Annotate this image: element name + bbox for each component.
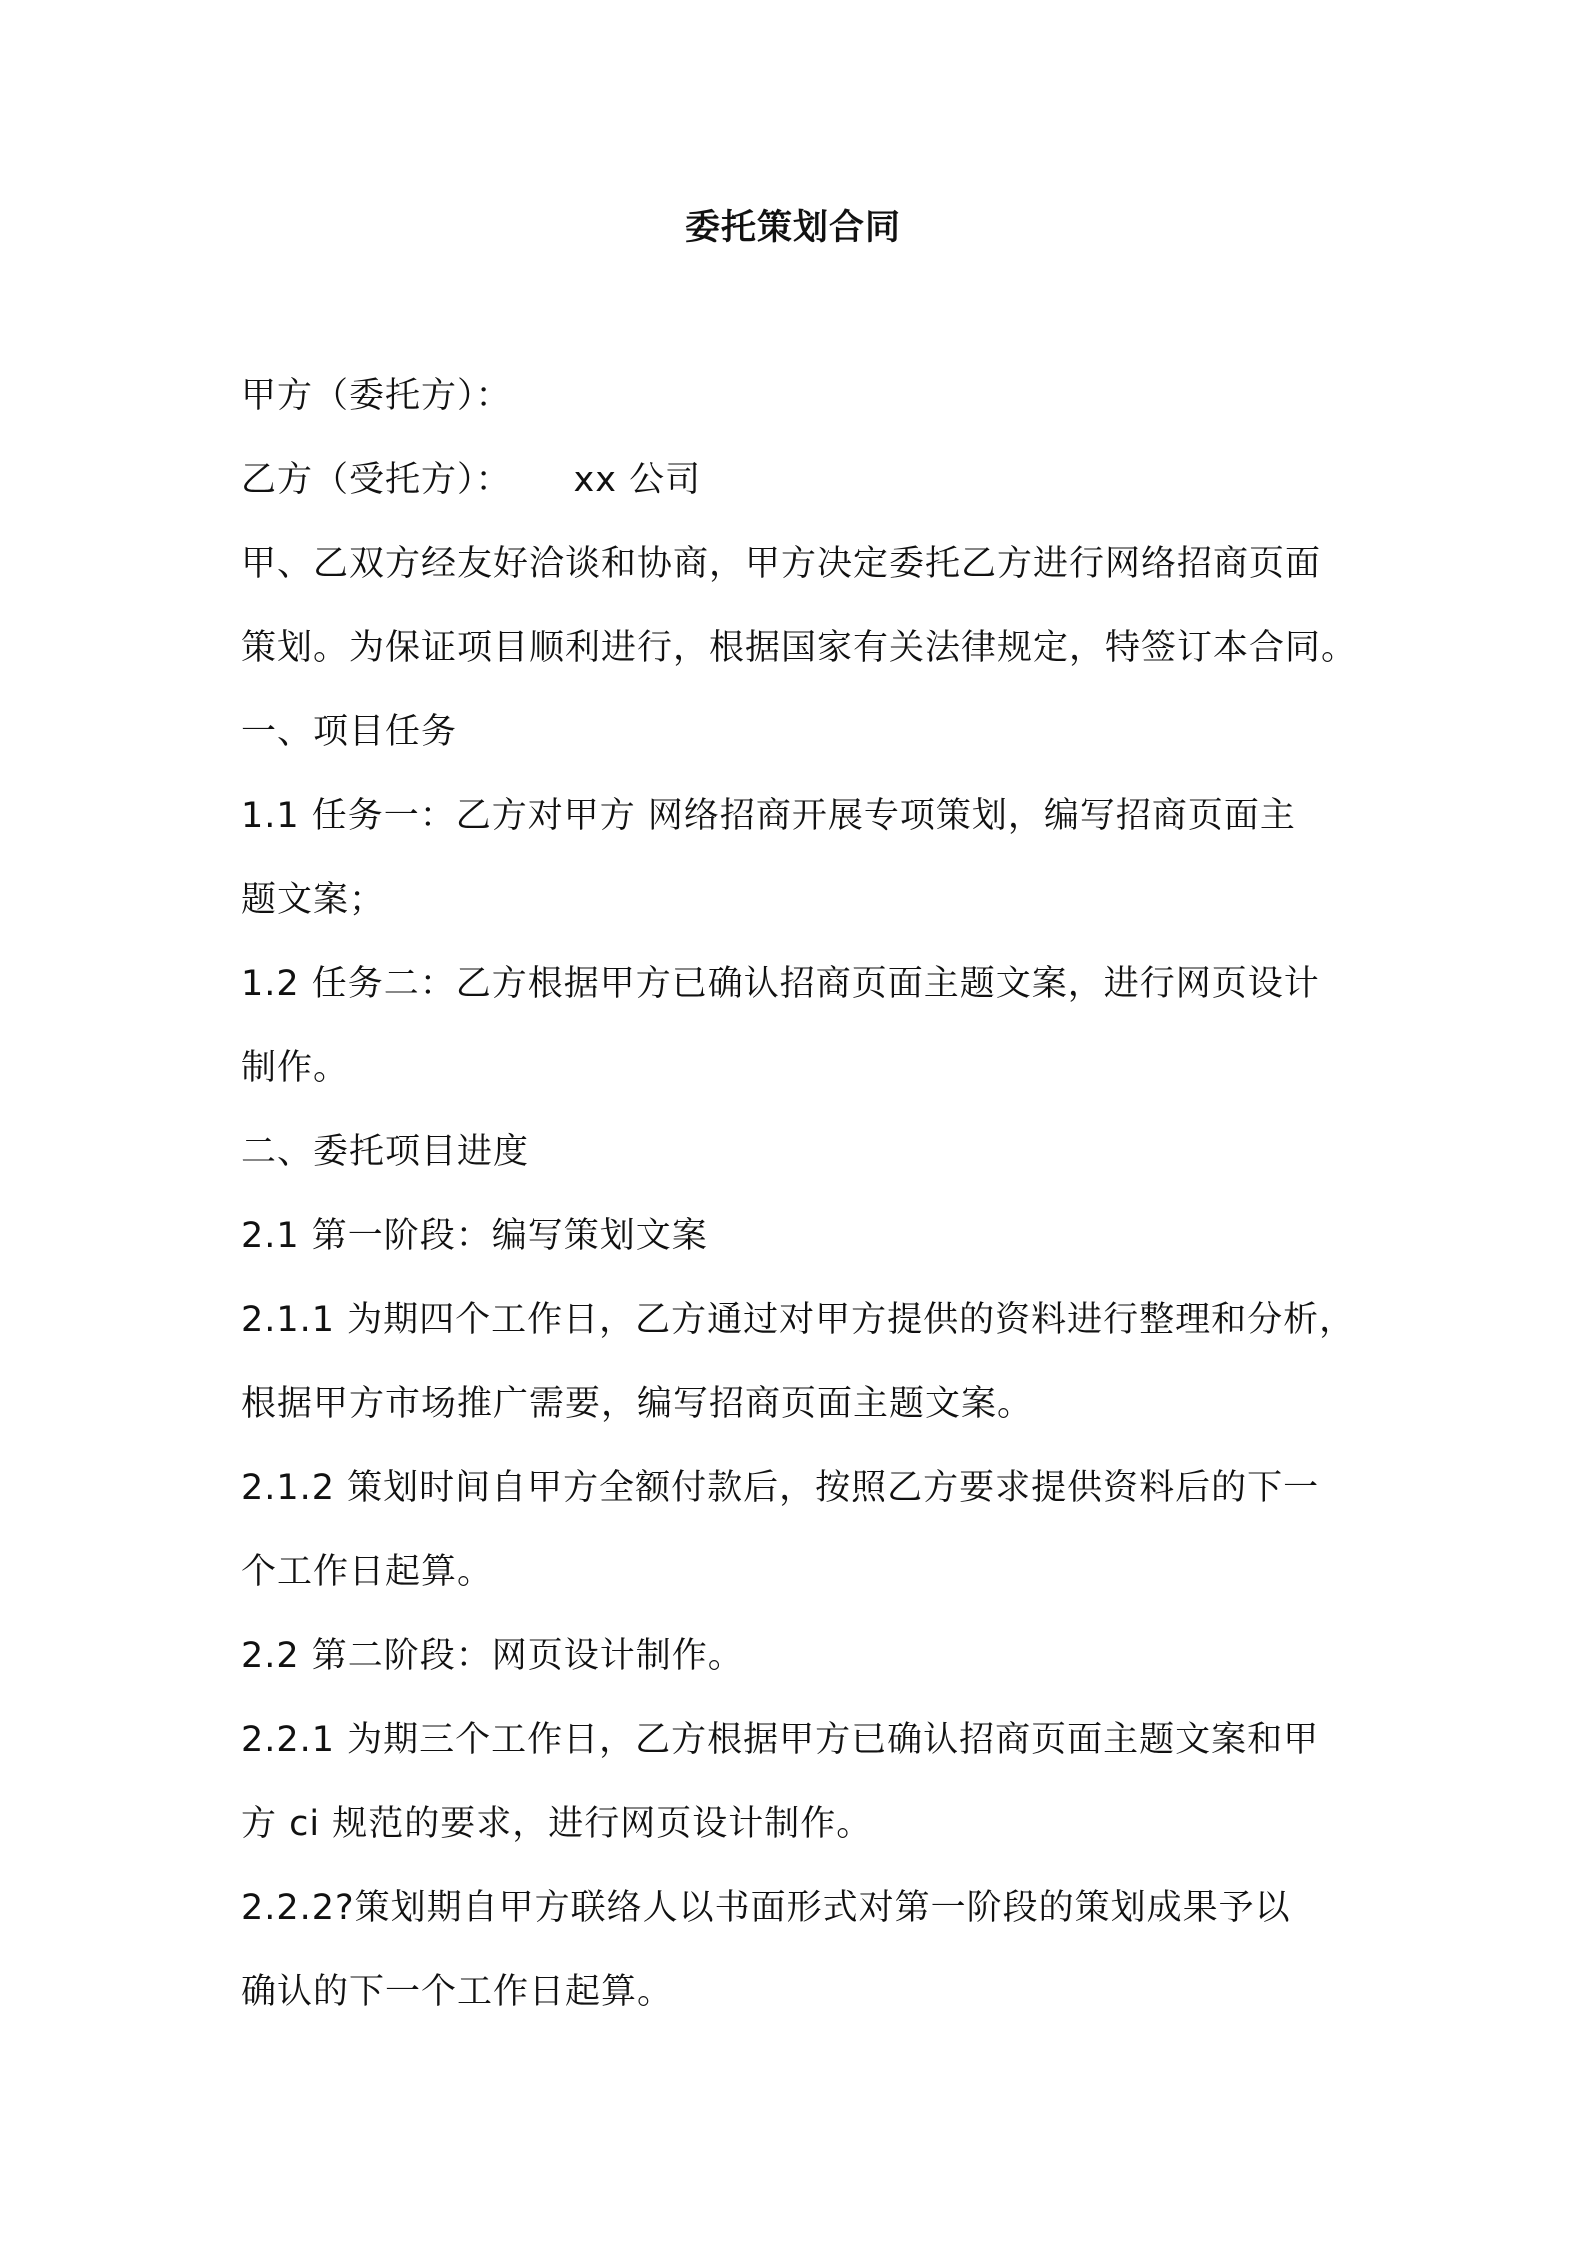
paragraph-line: 题文案； <box>241 880 386 920</box>
paragraph-line: 方 ci 规范的要求，进行网页设计制作。 <box>241 1804 873 1844</box>
party-b-label: 乙方（受托方）： <box>241 460 512 500</box>
paragraph-line: 1.2 任务二：乙方根据甲方已确认招商页面主题文案，进行网页设计 <box>241 964 1320 1004</box>
paragraph-line: 2.2.2?策划期自甲方联络人以书面形式对第一阶段的策划成果予以 <box>241 1888 1291 1928</box>
paragraph-line: 2.1.1 为期四个工作日，乙方通过对甲方提供的资料进行整理和分析， <box>241 1300 1356 1340</box>
paragraph-line: 2.2 第二阶段：网页设计制作。 <box>241 1636 744 1676</box>
section-heading: 二、委托项目进度 <box>241 1132 530 1172</box>
paragraph-line: 1.1 任务一：乙方对甲方 网络招商开展专项策划，编写招商页面主 <box>241 796 1296 836</box>
paragraph-line: 根据甲方市场推广需要，编写招商页面主题文案。 <box>241 1384 1034 1424</box>
paragraph-line: 2.2.1 为期三个工作日，乙方根据甲方已确认招商页面主题文案和甲 <box>241 1720 1320 1760</box>
party-a-label: 甲方（委托方）： <box>241 376 512 416</box>
party-b-line <box>241 456 1391 504</box>
paragraph-line: 2.1 第一阶段：编写策划文案 <box>241 1216 708 1256</box>
document-title: 委托策划合同 <box>684 208 901 248</box>
paragraph-line: 2.1.2 策划时间自甲方全额付款后，按照乙方要求提供资料后的下一 <box>241 1468 1320 1508</box>
party-b-name: xx 公司 <box>573 460 702 500</box>
paragraph-line: 制作。 <box>241 1048 350 1088</box>
paragraph-line: 确认的下一个工作日起算。 <box>241 1972 674 2012</box>
paragraph-line: 个工作日起算。 <box>241 1552 494 1592</box>
paragraph-line: 策划。为保证项目顺利进行，根据国家有关法律规定，特签订本合同。 <box>241 628 1358 668</box>
section-heading: 一、项目任务 <box>241 712 458 752</box>
paragraph-line: 甲、乙双方经友好洽谈和协商，甲方决定委托乙方进行网络招商页面 <box>241 544 1322 584</box>
party-a-line <box>241 372 1391 420</box>
